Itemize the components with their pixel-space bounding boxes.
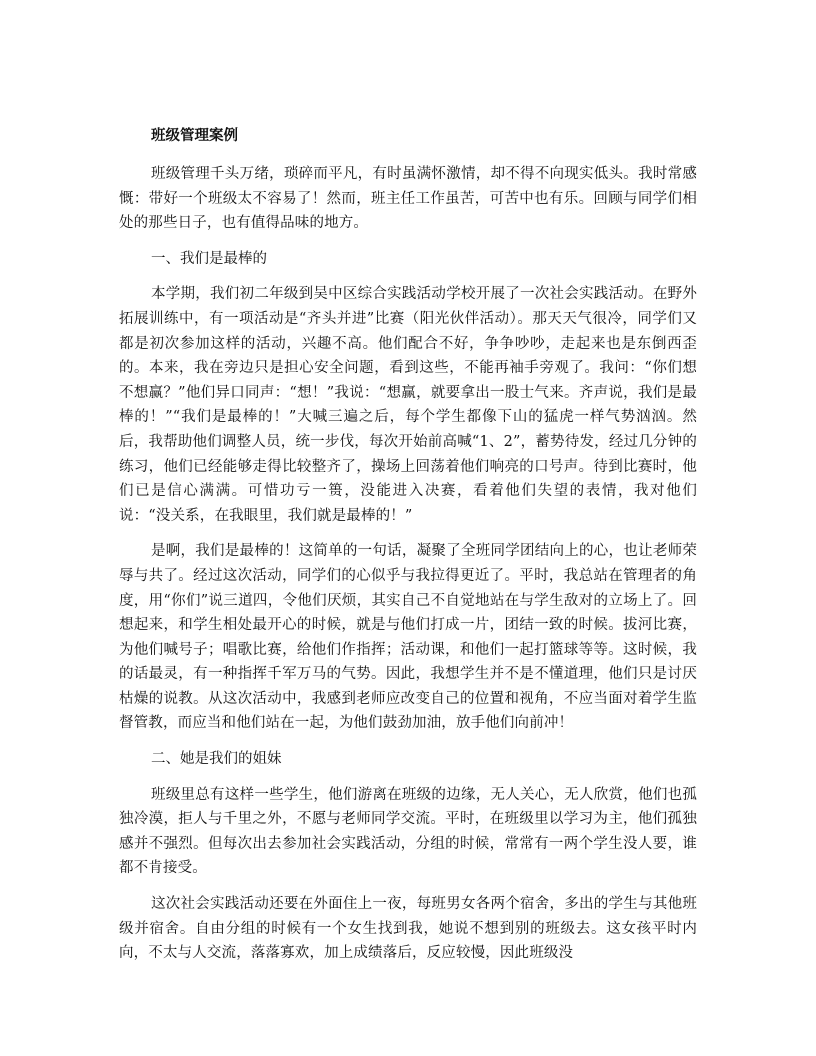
section2-paragraph-2: 这次社会实践活动还要在外面住上一夜，每班男女各两个宿舍，多出的学生与其他班级并宿舍。自由分组的时候有一个女生找到我，她说不想到别的班级去。这女孩平时内向，不太与人交流，落落寡欢，加上成绩落后，反应较慢，因此班级没 [119,896,697,962]
section2-paragraph-1: 班级里总有这样一些学生，他们游离在班级的边缘，无人关心，无人欣赏，他们也孤独冷漠，拒人与千里之外，不愿与老师同学交流。平时，在班级里以学习为主，他们孤独感并不强烈。但每次出去参加社会实践活动，分组的时候，常常有一两个学生没人要，谁都不肯接受。 [119,786,697,877]
document-body [119,122,697,977]
intro-paragraph: 班级管理千头万绪，琐碎而平凡，有时虽满怀激情，却不得不向现实低头。我时常感慨：带好一个班级太不容易了！然而，班主任工作虽苦，可苦中也有乐。回顾与同学们相处的那些日子，也有值得品味的地方。 [119,166,697,232]
section1-paragraph-2: 是啊，我们是最棒的！这简单的一句话，凝聚了全班同学团结向上的心，也让老师荣辱与共了。经过这次活动，同学们的心似乎与我拉得更近了。平时，我总站在管理者的角度，用“你们”说三道四，令他们厌烦，其实自己不自觉地站在与学生敌对的立场上了。回想起来，和学生相处最开心的时候，就是与他们打成一片，团结一致的时候。拔河比赛，为他们喊号子；唱歌比赛，给他们作指挥；活动课，和他们一起打篮球等等。这时候，我的话最灵，有一种指挥千军万马的气势。因此，我想学生并不是不懂道理，他们只是讨厌枯燥的说教。从这次活动中，我感到老师应改变自己的位置和视角，不应当面对着学生监督管教，而应当和他们站在一起，为他们鼓劲加油，放手他们向前冲！ [119,543,697,732]
document-title: 班级管理案例 [151,127,238,144]
section-heading-2: 二、她是我们的姐妹 [151,751,282,768]
section-heading-1: 一、我们是最棒的 [151,250,267,267]
section1-paragraph-1: 本学期，我们初二年级到吴中区综合实践活动学校开展了一次社会实践活动。在野外拓展训练中，有一项活动是“齐头并进”比赛（阳光伙伴活动）。那天天气很冷，同学们又都是初次参加这样的活动，兴趣不高。他们配合不好，争争吵吵，走起来也是东倒西歪的。本来，我在旁边只是担心安全问题，看到这些，不能再袖手旁观了。我问：“你们想不想赢？”他们异口同声：“想！”我说：“想赢，就要拿出一股士气来。齐声说，我们是最棒的！”“我们是最棒的！”大喊三遍之后，每个学生都像下山的猛虎一样气势汹汹。然后，我帮助他们调整人员，统一步伐，每次开始前高喊“1、2”，蓄势待发，经过几分钟的练习，他们已经能够走得比较整齐了，操场上回荡着他们响亮的口号声。待到比赛时，他们已是信心满满。可惜功亏一篑，没能进入决赛，看着他们失望的表情，我对他们说：“没关系，在我眼里，我们就是最棒的！” [119,286,697,524]
